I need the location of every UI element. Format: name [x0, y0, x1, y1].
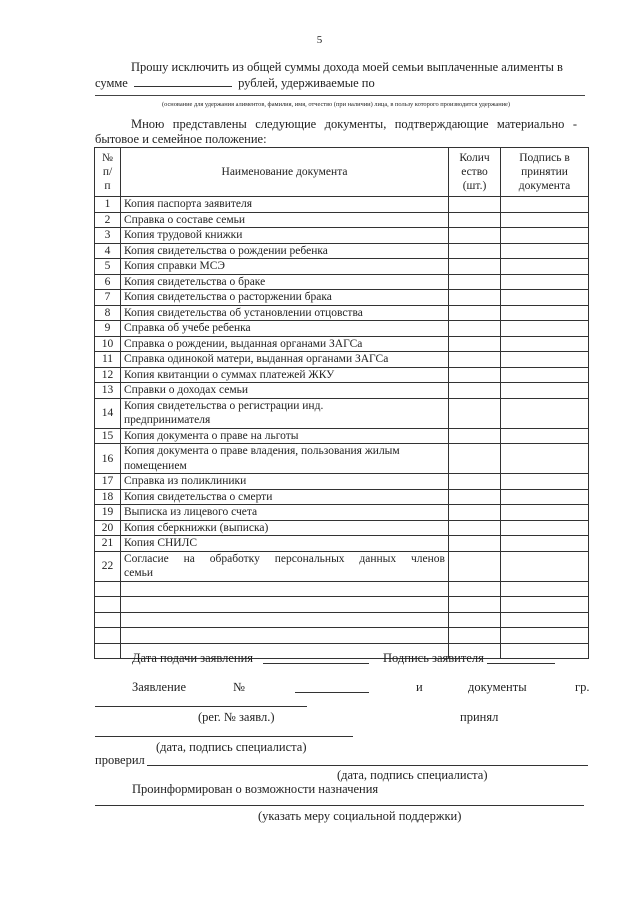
row-document-name: Копия документа о праве владения, пользования жилым помещением [121, 444, 449, 474]
table-row [95, 520, 589, 536]
row-count-cell[interactable] [449, 474, 501, 490]
blank-table-row[interactable] [95, 612, 589, 628]
documents-table-body [95, 197, 589, 659]
row-signature-cell[interactable] [501, 367, 589, 383]
table-row [95, 305, 589, 321]
table-row [95, 290, 589, 306]
row-signature-cell[interactable] [501, 489, 589, 505]
row-number: 14 [95, 398, 121, 428]
blank-cell[interactable] [95, 581, 121, 597]
row-count-cell[interactable] [449, 536, 501, 552]
sum-label: сумме [95, 76, 128, 90]
withheld-label: рублей, удерживаемые по [238, 76, 375, 90]
row-document-name: Справка одинокой матери, выданная органами ЗАГСа [121, 352, 449, 368]
table-row [95, 505, 589, 521]
row-signature-cell[interactable] [501, 274, 589, 290]
row-document-name: Копия паспорта заявителя [121, 197, 449, 213]
table-row [95, 259, 589, 275]
table-row [95, 352, 589, 368]
blank-cell[interactable] [449, 597, 501, 613]
applicant-signature-field[interactable] [487, 663, 555, 664]
table-row [95, 428, 589, 444]
table-row [95, 551, 589, 581]
row-number: 7 [95, 290, 121, 306]
table-row [95, 212, 589, 228]
row-signature-cell[interactable] [501, 428, 589, 444]
alimony-basis-note: (основание для удержания алиментов, фамилия, имя, отчество (при наличии) лица, в пользу которого производится удержание) [161, 101, 511, 108]
row-document-name: Справка о составе семьи [121, 212, 449, 228]
row-count-cell[interactable] [449, 305, 501, 321]
row-count-cell[interactable] [449, 444, 501, 474]
blank-cell[interactable] [501, 612, 589, 628]
row-signature-cell[interactable] [501, 305, 589, 321]
alimony-request-line2 [95, 75, 577, 91]
blank-cell[interactable] [121, 597, 449, 613]
row-signature-cell[interactable] [501, 197, 589, 213]
row-count-cell[interactable] [449, 336, 501, 352]
row-number: 2 [95, 212, 121, 228]
table-row [95, 383, 589, 399]
row-signature-cell[interactable] [501, 383, 589, 399]
blank-cell[interactable] [95, 628, 121, 644]
table-row [95, 197, 589, 213]
blank-cell[interactable] [449, 628, 501, 644]
row-document-name: Выписка из лицевого счета [121, 505, 449, 521]
row-number: 10 [95, 336, 121, 352]
blank-cell[interactable] [121, 612, 449, 628]
blank-cell[interactable] [95, 612, 121, 628]
social-support-note: (указать меру социальной поддержки) [258, 809, 462, 823]
row-count-cell[interactable] [449, 352, 501, 368]
table-header-row [95, 148, 589, 197]
alimony-basis-field[interactable] [95, 95, 585, 96]
documents-intro-line2: бытовое и семейное положение: [95, 132, 267, 146]
row-count-cell[interactable] [449, 228, 501, 244]
row-number: 5 [95, 259, 121, 275]
statement-number-field[interactable] [295, 692, 369, 693]
blank-cell[interactable] [501, 581, 589, 597]
row-count-cell[interactable] [449, 321, 501, 337]
row-document-name: Копия документа о праве на льготы [121, 428, 449, 444]
row-count-cell[interactable] [449, 505, 501, 521]
row-document-name: Согласие на обработку персональных данных членов семьи [121, 551, 449, 581]
documents-label: документы [468, 680, 527, 694]
applicant-signature-label: Подпись заявителя [383, 651, 484, 665]
reg-number-label: (рег. № заявл.) [198, 710, 275, 724]
citizen-label: гр. [575, 680, 590, 694]
row-count-cell[interactable] [449, 428, 501, 444]
row-signature-cell[interactable] [501, 212, 589, 228]
row-number: 11 [95, 352, 121, 368]
documents-intro-line1: Мною представлены следующие документы, подтверждающие материально - [131, 117, 577, 131]
row-document-name: Копия квитанции о суммах платежей ЖКУ [121, 367, 449, 383]
citizen-name-field[interactable] [95, 706, 307, 707]
specialist-date-sign-1: (дата, подпись специалиста) [156, 740, 307, 754]
specialist-date-sign-2: (дата, подпись специалиста) [337, 768, 488, 782]
table-row [95, 398, 589, 428]
row-count-cell[interactable] [449, 197, 501, 213]
row-signature-cell[interactable] [501, 243, 589, 259]
table-row [95, 367, 589, 383]
row-document-name: Копия свидетельства о расторжении брака [121, 290, 449, 306]
row-number: 22 [95, 551, 121, 581]
row-signature-cell[interactable] [501, 259, 589, 275]
page-number: 5 [316, 34, 323, 46]
table-row [95, 243, 589, 259]
table-row [95, 336, 589, 352]
row-document-name: Копия свидетельства об установлении отцовства [121, 305, 449, 321]
header-document-name: Наименование документа [121, 148, 449, 197]
row-signature-cell[interactable] [501, 228, 589, 244]
row-count-cell[interactable] [449, 367, 501, 383]
blank-cell[interactable] [95, 643, 121, 659]
blank-cell[interactable] [121, 628, 449, 644]
header-number: № п/ п [95, 148, 121, 197]
row-count-cell[interactable] [449, 551, 501, 581]
documents-table [94, 147, 589, 659]
row-number: 1 [95, 197, 121, 213]
accepted-label: принял [460, 710, 499, 724]
row-document-name: Справка об учебе ребенка [121, 321, 449, 337]
row-document-name: Копия свидетельства о регистрации инд. предпринимателя [121, 398, 449, 428]
row-signature-cell[interactable] [501, 536, 589, 552]
table-row [95, 321, 589, 337]
row-document-name: Справка о рождении, выданная органами ЗАГСа [121, 336, 449, 352]
row-document-name: Копия сберкнижки (выписка) [121, 520, 449, 536]
row-signature-cell[interactable] [501, 336, 589, 352]
row-signature-cell[interactable] [501, 290, 589, 306]
blank-table-row[interactable] [95, 597, 589, 613]
blank-table-row[interactable] [95, 628, 589, 644]
row-document-name: Копия справки МСЭ [121, 259, 449, 275]
row-count-cell[interactable] [449, 274, 501, 290]
blank-table-row[interactable] [95, 581, 589, 597]
blank-cell[interactable] [449, 581, 501, 597]
row-number: 13 [95, 383, 121, 399]
row-number: 3 [95, 228, 121, 244]
and-label: и [416, 680, 423, 694]
table-row [95, 536, 589, 552]
row-number: 12 [95, 367, 121, 383]
row-number: 19 [95, 505, 121, 521]
statement-number-sign: № [233, 680, 245, 694]
row-number: 8 [95, 305, 121, 321]
row-count-cell[interactable] [449, 520, 501, 536]
row-signature-cell[interactable] [501, 551, 589, 581]
sum-field[interactable] [134, 75, 232, 87]
alimony-request [95, 60, 577, 91]
row-count-cell[interactable] [449, 383, 501, 399]
blank-cell[interactable] [95, 597, 121, 613]
table-row [95, 489, 589, 505]
row-signature-cell[interactable] [501, 505, 589, 521]
row-number: 20 [95, 520, 121, 536]
row-signature-cell[interactable] [501, 444, 589, 474]
accepted-by-field[interactable] [95, 736, 353, 737]
row-document-name: Копия трудовой книжки [121, 228, 449, 244]
row-document-name: Копия свидетельства о рождении ребенка [121, 243, 449, 259]
row-number: 18 [95, 489, 121, 505]
table-row [95, 474, 589, 490]
table-row [95, 274, 589, 290]
submission-date-label: Дата подачи заявления [132, 651, 254, 665]
blank-cell[interactable] [121, 581, 449, 597]
row-document-name: Справка из поликлиники [121, 474, 449, 490]
blank-cell[interactable] [501, 597, 589, 613]
row-count-cell[interactable] [449, 259, 501, 275]
social-support-field[interactable] [95, 805, 584, 806]
row-document-name: Копия СНИЛС [121, 536, 449, 552]
alimony-request-line1: Прошу исключить из общей суммы дохода моей семьи выплаченные алименты в [131, 60, 563, 74]
row-number: 9 [95, 321, 121, 337]
row-signature-cell[interactable] [501, 398, 589, 428]
row-document-name: Копия свидетельства о смерти [121, 489, 449, 505]
blank-cell[interactable] [449, 612, 501, 628]
row-count-cell[interactable] [449, 243, 501, 259]
row-number: 17 [95, 474, 121, 490]
row-count-cell[interactable] [449, 290, 501, 306]
row-count-cell[interactable] [449, 212, 501, 228]
row-signature-cell[interactable] [501, 352, 589, 368]
statement-label: Заявление [132, 680, 187, 694]
header-signature: Подпись в принятии документа [501, 148, 589, 197]
row-count-cell[interactable] [449, 398, 501, 428]
submission-date-field[interactable] [263, 663, 369, 664]
row-number: 16 [95, 444, 121, 474]
row-signature-cell[interactable] [501, 321, 589, 337]
checked-label: проверил [95, 753, 145, 767]
informed-label: Проинформирован о возможности назначения [132, 782, 379, 796]
row-signature-cell[interactable] [501, 520, 589, 536]
row-number: 21 [95, 536, 121, 552]
documents-intro [95, 117, 577, 147]
row-number: 4 [95, 243, 121, 259]
table-row [95, 228, 589, 244]
blank-cell[interactable] [501, 643, 589, 659]
row-signature-cell[interactable] [501, 474, 589, 490]
table-row [95, 444, 589, 474]
row-document-name: Справки о доходах семьи [121, 383, 449, 399]
blank-cell[interactable] [501, 628, 589, 644]
row-number: 15 [95, 428, 121, 444]
row-number: 6 [95, 274, 121, 290]
row-count-cell[interactable] [449, 489, 501, 505]
header-count: Колич ество (шт.) [449, 148, 501, 197]
row-document-name: Копия свидетельства о браке [121, 274, 449, 290]
checked-by-field[interactable] [147, 765, 588, 766]
